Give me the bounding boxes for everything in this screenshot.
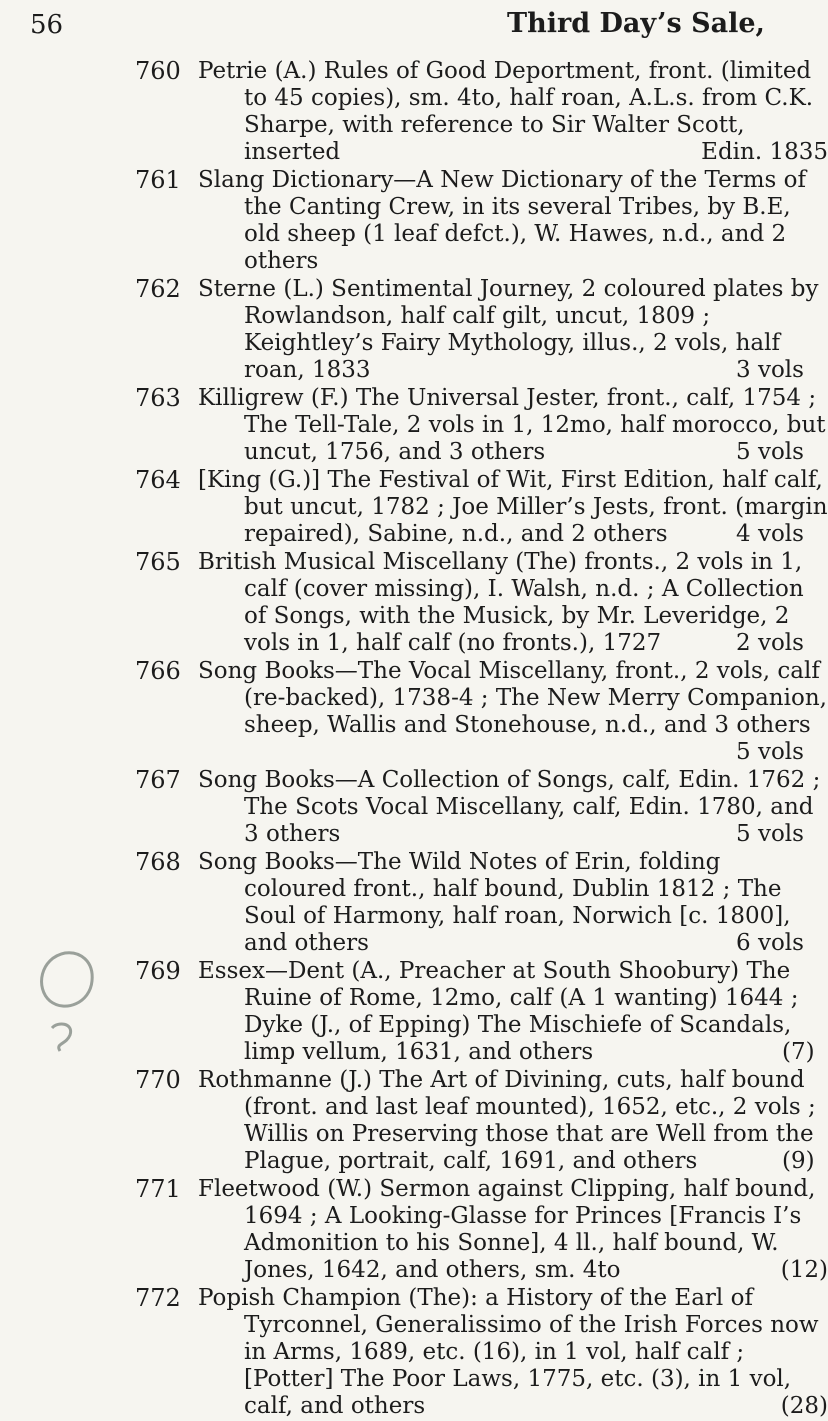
catalogue-lot xyxy=(0,466,828,548)
lot-quantity: 2 vols xyxy=(736,630,804,656)
lot-description xyxy=(198,849,828,957)
lot-number: 765 xyxy=(135,548,181,576)
running-title: Third Day’s Sale, xyxy=(507,8,765,39)
lot-number: 761 xyxy=(135,166,181,194)
lot-description-text: Essex—Dent (A., Preacher at South Shoobury) The Ruine of Rome, 12mo, calf (A 1 wanting) 1644 ; Dyke (J., of Epping) The Mischiefe of Scandals, limp vellum, 1631, and others xyxy=(198,958,799,1065)
lot-description-text: Petrie (A.) Rules of Good Deportment, front. (limited to 45 copies), sm. 4to, half roan, A.L.s. from C.K. Sharpe, with reference to Sir Walter Scott, inserted xyxy=(198,58,814,165)
lot-quantity: 6 vols xyxy=(736,930,804,956)
lot-quantity: (12) xyxy=(780,1257,828,1283)
lot-description-text: Slang Dictionary—A New Dictionary of the Terms of the Canting Crew, in its several Tribes, by B.E, old sheep (1 leaf defct.), W. Hawes, n.d., and 2 others xyxy=(198,167,807,274)
lot-description-text: Killigrew (F.) The Universal Jester, front., calf, 1754 ; The Tell-Tale, 2 vols in 1, 12mo, half morocco, but uncut, 1756, and 3 others xyxy=(198,385,826,465)
lot-number: 771 xyxy=(135,1175,181,1203)
lot-number: 767 xyxy=(135,766,181,794)
lot-number: 770 xyxy=(135,1066,181,1094)
catalogue-lot xyxy=(0,166,807,275)
lot-description-text: [King (G.)] The Festival of Wit, First Edition, half calf, but uncut, 1782 ; Joe Miller’s Jests, front. (margin repaired), Sabine, n.d., and 2 others xyxy=(198,467,828,547)
catalogue-lot xyxy=(0,384,826,466)
lot-description xyxy=(198,58,828,166)
lot-description xyxy=(198,1285,828,1420)
catalogue-lot xyxy=(0,1066,816,1175)
catalogue-lot xyxy=(0,1284,828,1420)
lot-number: 769 xyxy=(135,957,181,985)
lot-quantity: 5 vols xyxy=(736,439,804,465)
catalogue-lot xyxy=(0,275,819,384)
catalogue-lot xyxy=(0,1175,828,1284)
lot-number: 760 xyxy=(135,57,181,85)
lot-description-text: Fleetwood (W.) Sermon against Clipping, half bound, 1694 ; A Looking-Glasse for Princes [Francis I’s Admonition to his Sonne], 4 ll., half bound, W. Jones, 1642, and others, sm. 4to xyxy=(198,1176,816,1283)
lot-number: 762 xyxy=(135,275,181,303)
lot-list xyxy=(0,57,828,1421)
lot-quantity: Edin. 1835 xyxy=(701,139,828,165)
lot-description: Essex—Dent (A., Preacher at South Shoobury) The Ruine of Rome, 12mo, calf (A 1 wanting) 1644 ; Dyke (J., of Epping) The Mischiefe of Scandals, limp vellum, 1631, and others (7) xyxy=(198,958,815,1065)
lot-description xyxy=(198,658,828,766)
lot-number: 764 xyxy=(135,466,181,494)
catalogue-lot xyxy=(0,848,804,957)
lot-description-text: Rothmanne (J.) The Art of Divining, cuts, half bound (front. and last leaf mounted), 1652, etc., 2 vols ; Willis on Preserving those that are Well from the Plague, portrait, calf, 1691, and others xyxy=(198,1067,816,1174)
lot-description-text: British Musical Miscellany (The) fronts., 2 vols in 1, calf (cover missing), I. Walsh, n.d. ; A Collection of Songs, with the Musick, by Mr. Leveridge, 2 vols in 1, half calf (no fronts.), 1727 xyxy=(198,549,804,656)
lot-quantity: 4 vols xyxy=(736,521,804,547)
lot-description: Rothmanne (J.) The Art of Divining, cuts, half bound (front. and last leaf mounted), 1652, etc., 2 vols ; Willis on Preserving those that are Well from the Plague, portrait, calf, 1691, and others (9) xyxy=(198,1067,816,1174)
lot-description xyxy=(198,167,828,275)
page-header xyxy=(0,6,801,46)
lot-description xyxy=(198,385,828,466)
lot-quantity: 5 vols xyxy=(736,821,804,847)
catalogue-lot xyxy=(0,657,827,766)
lot-description xyxy=(198,276,828,384)
lot-description-text: Song Books—The Vocal Miscellany, front., 2 vols, calf (re-backed), 1738-4 ; The New Merry Companion, sheep, Wallis and Stonehouse, n.d., and 3 others xyxy=(198,658,827,738)
catalogue-lot xyxy=(0,57,828,166)
lot-quantity: 5 vols xyxy=(736,739,804,765)
lot-description-text: Sterne (L.) Sentimental Journey, 2 coloured plates by Rowlandson, half calf gilt, uncut, 1809 ; Keightley’s Fairy Mythology, illus., 2 vols, half roan, 1833 xyxy=(198,276,819,383)
lot-description xyxy=(198,467,828,548)
catalogue-lot xyxy=(0,957,815,1066)
lot-description-text: Song Books—The Wild Notes of Erin, folding coloured front., half bound, Dublin 1812 ; The Soul of Harmony, half roan, Norwich [c. 1800], and others xyxy=(198,849,791,956)
catalogue-lot xyxy=(0,548,804,657)
page-number: 56 xyxy=(30,10,64,40)
lot-description-text: Song Books—A Collection of Songs, calf, Edin. 1762 ; The Scots Vocal Miscellany, calf, Edin. 1780, and 3 others xyxy=(198,767,821,847)
lot-quantity: (28) xyxy=(780,1393,828,1419)
lot-number: 766 xyxy=(135,657,181,685)
lot-description xyxy=(198,767,828,848)
catalogue-lot xyxy=(0,766,821,848)
lot-number: 763 xyxy=(135,384,181,412)
lot-number: 772 xyxy=(135,1284,181,1312)
lot-description xyxy=(198,549,828,657)
lot-number: 768 xyxy=(135,848,181,876)
lot-description-text: Popish Champion (The): a History of the Earl of Tyrconnel, Generalissimo of the Irish Forces now in Arms, 1689, etc. (16), in 1 vol, half calf ; [Potter] The Poor Laws, 1775, etc. (3), in 1 vol, calf, and others xyxy=(198,1285,819,1419)
lot-description xyxy=(198,1176,828,1284)
lot-quantity: 3 vols xyxy=(736,357,804,383)
